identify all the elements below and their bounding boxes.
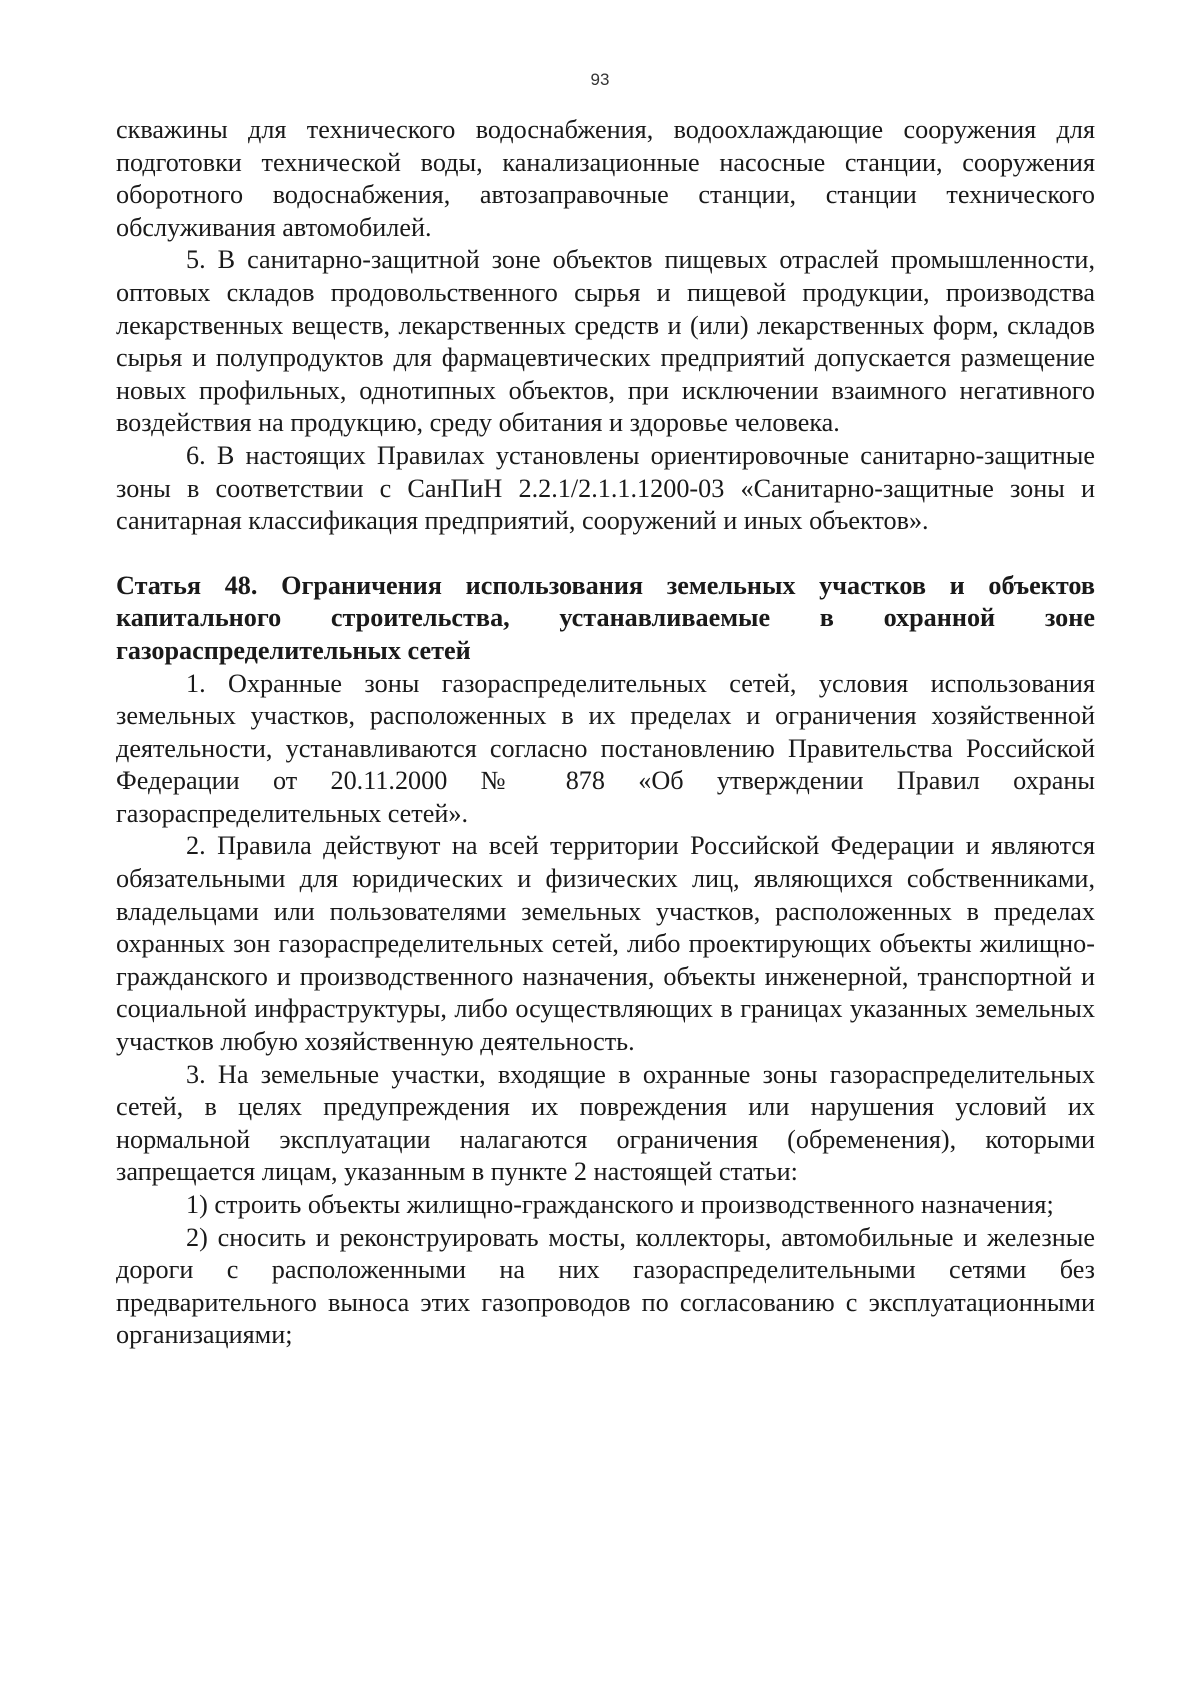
item-5-paragraph: 5. В санитарно-защитной зоне объектов пищевых отраслей промышленности, оптовых складов продовольственного сырья и пищевой продукции, производства лекарственных веществ, лекарственных средств и (или) лекарственных форм, складов сырья и полупродуктов для фармацевтических предприятий допускается размещение новых профильных, однотипных объектов, при исключении взаимного негативного воздействия на продукцию, среду обитания и здоровье человека. xyxy=(116,245,1095,438)
article-48-heading: Статья 48. Ограничения использования земельных участков и объектов капитального строительства, устанавливаемые в охранной зоне газораспределительных сетей xyxy=(116,570,1095,665)
subitem-2-paragraph: 2) сносить и реконструировать мосты, коллекторы, автомобильные и железные дороги с расположенными на них газораспределительными сетями без предварительного выноса этих газопроводов по согласованию с эксплуатационными организациями; xyxy=(116,1222,1095,1350)
article-item-2-paragraph: 2. Правила действуют на всей территории Российской Федерации и являются обязательными для юридических и физических лиц, являющихся собственниками, владельцами или пользователями земельных участков, расположенных в пределах охранных зон газораспределительных сетей, либо проектирующих объекты жилищно-гражданского и производственного назначения, объекты инженерной, транспортной и социальной инфраструктуры, либо осуществляющих в границах указанных земельных участков любую хозяйственную деятельность. xyxy=(116,831,1095,1057)
intro-paragraph: скважины для технического водоснабжения, водоохлаждающие сооружения для подготовки технической воды, канализационные насосные станции, сооружения оборотного водоснабжения, автозаправочные станции, станции технического обслуживания автомобилей. xyxy=(116,115,1095,242)
document-body xyxy=(116,114,1095,1352)
article-item-3-paragraph: 3. На земельные участки, входящие в охранные зоны газораспределительных сетей, в целях предупреждения их повреждения или нарушения условий их нормальной эксплуатации налагаются ограничения (обременения), которыми запрещается лицам, указанным в пункте 2 настоящей статьи: xyxy=(116,1059,1095,1187)
item-6-paragraph: 6. В настоящих Правилах установлены ориентировочные санитарно-защитные зоны в соответствии с СанПиН 2.2.1/2.1.1.1200-03 «Санитарно-защитные зоны и санитарная классификация предприятий, сооружений и иных объектов». xyxy=(116,440,1095,536)
page-number: 93 xyxy=(590,70,610,89)
article-item-1-paragraph: 1. Охранные зоны газораспределительных сетей, условия использования земельных участков, расположенных в их пределах и ограничения хозяйственной деятельности, устанавливаются согласно постановлению Правительства Российской Федерации от 20.11.2000 № 878 «Об утверждении Правил охраны газораспределительных сетей». xyxy=(116,668,1095,828)
subitem-1-paragraph: 1) строить объекты жилищно-гражданского и производственного назначения; xyxy=(186,1190,1054,1219)
